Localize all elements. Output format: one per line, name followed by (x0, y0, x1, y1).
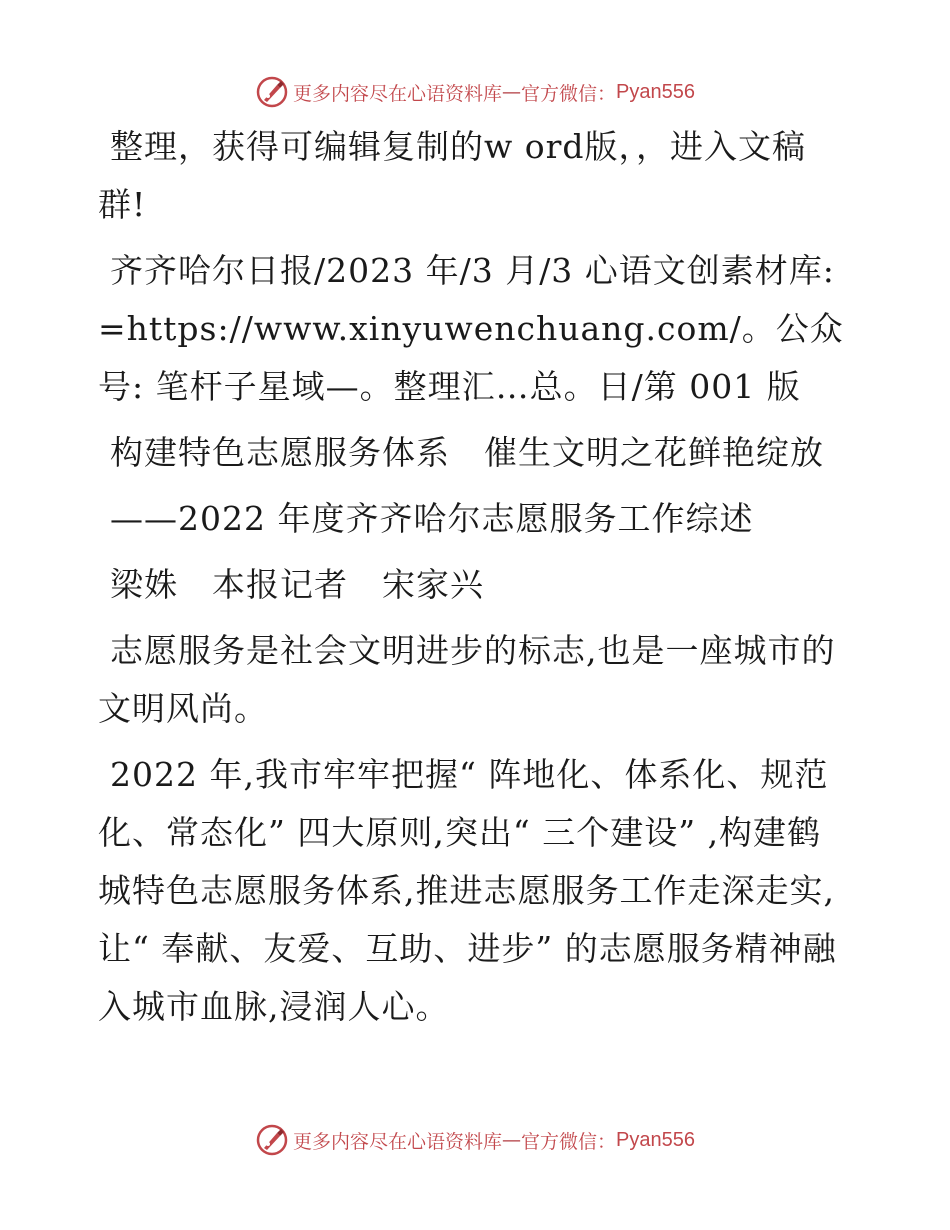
intro-paragraph: 整理，获得可编辑复制的w ord版，，进入文稿群! (98, 127, 807, 224)
source-paragraph: 齐齐哈尔日报/2023 年/3 月/3 心语文创素材库: =https://www.xinyuwenchuang.com/。公众号: 笔杆子星域—。整理汇…总。日/第 001 版 (98, 251, 844, 406)
headline: 构建特色志愿服务体系 催生文明之花鲜艳绽放 (110, 433, 824, 472)
document-body (98, 118, 850, 1044)
banner-wechat-id: Pyan556 (616, 80, 695, 103)
banner-wechat-label: 官方微信： (521, 82, 617, 105)
subheadline: ——2022 年度齐齐哈尔志愿服务工作综述 (110, 499, 754, 538)
header-watermark-banner (0, 72, 950, 112)
pen-logo-icon (255, 1123, 289, 1157)
banner-text: 更多内容尽在心语资料库 (293, 1130, 503, 1153)
banner-wechat-label: 官方微信： (521, 1130, 617, 1153)
footer-watermark-banner (0, 1120, 950, 1160)
banner-text: 更多内容尽在心语资料库 (293, 82, 503, 105)
banner-separator: — (502, 1129, 522, 1151)
banner-wechat-id: Pyan556 (616, 1128, 695, 1151)
body-paragraph-2: 2022 年,我市牢牢把握“ 阵地化、体系化、规范化、常态化” 四大原则,突出“ 三个建设” ,构建鹤城特色志愿服务体系,推进志愿服务工作走深走实,让“ 奉献、友爱、互助、进步” 的志愿服务精神融入城市血脉,浸润人心。 (98, 755, 837, 1026)
byline: 梁姝 本报记者 宋家兴 (110, 565, 484, 604)
body-paragraph-1: 志愿服务是社会文明进步的标志,也是一座城市的文明风尚。 (98, 631, 836, 728)
banner-separator: — (502, 81, 522, 103)
pen-logo-icon (255, 75, 289, 109)
